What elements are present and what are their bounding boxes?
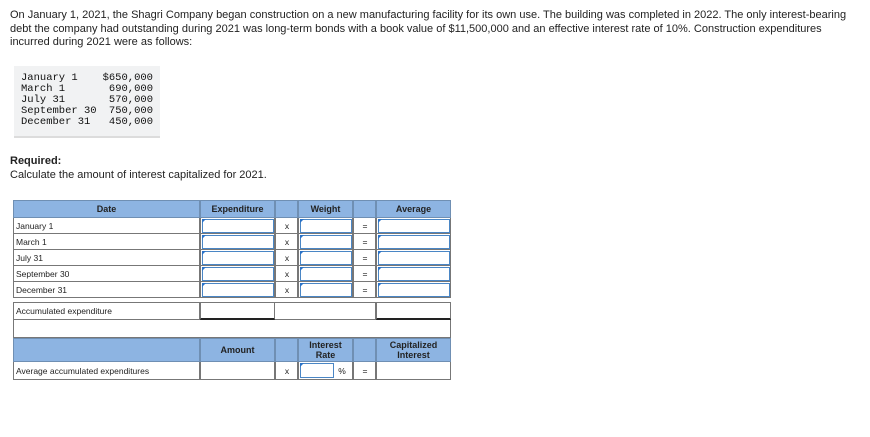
operator-cell <box>353 218 376 234</box>
average-cell <box>376 266 451 282</box>
input-flag-icon <box>378 235 382 239</box>
header-amount: Amount <box>200 338 275 362</box>
capitalized-interest-cell[interactable] <box>376 362 451 380</box>
expenditure-cell <box>200 234 275 250</box>
average-input[interactable] <box>378 267 450 281</box>
equals-sign: = <box>362 285 368 295</box>
blank-row <box>13 320 451 338</box>
header-interest-rate: Interest Rate <box>298 338 353 362</box>
equals-sign: = <box>362 253 368 263</box>
header-average: Average <box>376 200 451 218</box>
input-flag-icon <box>300 283 304 287</box>
accumulated-total-cell[interactable] <box>200 302 275 320</box>
percent-sign: % <box>338 366 346 376</box>
input-flag-icon <box>202 235 206 239</box>
expenditure-date: July 31 <box>21 94 66 106</box>
weight-cell <box>298 234 353 250</box>
equals-sign: = <box>362 366 368 376</box>
expenditure-input[interactable] <box>202 283 274 297</box>
input-flag-icon <box>378 267 382 271</box>
operator-cell <box>275 266 298 282</box>
input-flag-icon <box>202 251 206 255</box>
interest-rate-cell <box>298 362 353 380</box>
operator-cell <box>275 282 298 298</box>
input-flag-icon <box>202 283 206 287</box>
header-capitalized-interest: Capitalized Interest <box>376 338 451 362</box>
weight-input[interactable] <box>300 219 352 233</box>
expenditure-amount: 570,000 <box>108 94 153 106</box>
expenditure-date: September 30 <box>21 105 97 117</box>
expenditure-cell <box>200 218 275 234</box>
average-input[interactable] <box>378 235 450 249</box>
problem-intro: On January 1, 2021, the Shagri Company began construction on a new manufacturing facility for its own use. The building was completed in 2022. The only interest-bearing debt the company had outstanding during 2021 was long-term bonds with a book value of $11,500,000 and an effective interest rate of 10%. Construction expenditures incurred during 2021 were as follows: <box>10 9 847 48</box>
weight-cell <box>298 266 353 282</box>
input-flag-icon <box>300 363 304 367</box>
times-sign: x <box>284 285 290 295</box>
expenditure-input[interactable] <box>202 235 274 249</box>
operator-cell <box>275 250 298 266</box>
average-cell <box>376 234 451 250</box>
expenditure-input[interactable] <box>202 267 274 281</box>
times-sign: x <box>284 366 290 376</box>
input-flag-icon <box>202 267 206 271</box>
expenditure-date: December 31 <box>21 116 91 128</box>
times-sign: x <box>284 253 290 263</box>
header-spacer <box>353 200 376 218</box>
equals-sign: = <box>362 237 368 247</box>
average-input[interactable] <box>378 219 450 233</box>
header-spacer <box>275 200 298 218</box>
header2-spacer <box>275 338 298 362</box>
input-flag-icon <box>300 219 304 223</box>
times-sign: x <box>284 269 290 279</box>
weight-cell <box>298 282 353 298</box>
operator-cell <box>353 266 376 282</box>
average-cell <box>376 250 451 266</box>
expenditure-list <box>14 66 160 138</box>
required-heading: Required: <box>10 155 62 167</box>
accumulated-label: Accumulated expenditure <box>13 302 200 320</box>
expenditure-cell <box>200 266 275 282</box>
expenditure-amount: 450,000 <box>108 116 153 128</box>
weight-input[interactable] <box>300 235 352 249</box>
row-label: January 1 <box>13 218 200 234</box>
accumulated-spacer <box>275 302 376 320</box>
input-flag-icon <box>300 251 304 255</box>
operator-cell <box>275 362 298 380</box>
equals-sign: = <box>362 269 368 279</box>
operator-cell <box>275 234 298 250</box>
row-label: December 31 <box>13 282 200 298</box>
average-input[interactable] <box>378 283 450 297</box>
row-label: September 30 <box>13 266 200 282</box>
expenditure-input[interactable] <box>202 251 274 265</box>
weight-cell <box>298 218 353 234</box>
expenditure-date: March 1 <box>21 83 66 95</box>
row-label: March 1 <box>13 234 200 250</box>
required-text: Calculate the amount of interest capitalized for 2021. <box>10 169 267 181</box>
input-flag-icon <box>378 283 382 287</box>
expenditure-cell <box>200 250 275 266</box>
amount-cell[interactable] <box>200 362 275 380</box>
avg-accumulated-label: Average accumulated expenditures <box>13 362 200 380</box>
weight-input[interactable] <box>300 267 352 281</box>
weight-input[interactable] <box>300 251 352 265</box>
input-flag-icon <box>300 267 304 271</box>
average-cell <box>376 282 451 298</box>
weight-cell <box>298 250 353 266</box>
weight-input[interactable] <box>300 283 352 297</box>
operator-cell <box>353 362 376 380</box>
expenditure-input[interactable] <box>202 219 274 233</box>
expenditure-cell <box>200 282 275 298</box>
expenditure-amount: 750,000 <box>108 105 153 117</box>
input-flag-icon <box>378 219 382 223</box>
expenditure-amount: 690,000 <box>108 83 153 95</box>
header2-spacer <box>353 338 376 362</box>
operator-cell <box>275 218 298 234</box>
expenditure-amount: $650,000 <box>102 72 153 84</box>
input-flag-icon <box>300 235 304 239</box>
operator-cell <box>353 234 376 250</box>
expenditure-date: January 1 <box>21 72 78 84</box>
interest-rate-input[interactable] <box>300 363 334 378</box>
average-input[interactable] <box>378 251 450 265</box>
operator-cell <box>353 250 376 266</box>
header2-spacer <box>13 338 200 362</box>
header-date: Date <box>13 200 200 218</box>
accumulated-average-cell[interactable] <box>376 302 451 320</box>
equals-sign: = <box>362 221 368 231</box>
times-sign: x <box>284 221 290 231</box>
header-weight: Weight <box>298 200 353 218</box>
input-flag-icon <box>202 219 206 223</box>
operator-cell <box>353 282 376 298</box>
header-expenditure: Expenditure <box>200 200 275 218</box>
average-cell <box>376 218 451 234</box>
times-sign: x <box>284 237 290 247</box>
input-flag-icon <box>378 251 382 255</box>
row-label: July 31 <box>13 250 200 266</box>
